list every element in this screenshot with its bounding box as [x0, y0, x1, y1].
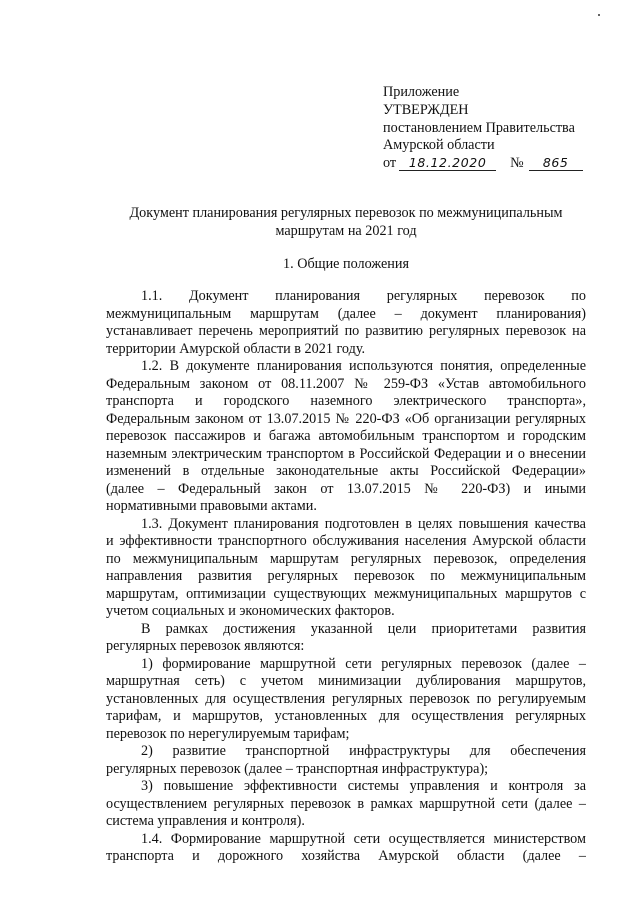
approval-line-approved: УТВЕРЖДЕН: [383, 101, 469, 118]
paragraph-line: и эффективности транспортного обслуживания населения Амурской области: [106, 533, 586, 549]
paragraph-line: нормативными правовыми актами.: [106, 498, 317, 514]
number-sign: №: [510, 155, 524, 172]
paragraph-line: Федеральным законом от 08.11.2007 № 259-ФЗ «Устав автомобильного: [106, 375, 586, 392]
paragraph-line: маршрутам, оптимизации существующих межмуниципальных маршрутов с: [106, 585, 586, 602]
paragraph-line: регулярных перевозок (далее – транспортная инфраструктура);: [106, 760, 489, 777]
paragraph-line: 1.1. Документ планирования регулярных перевозок по: [141, 288, 586, 304]
paragraph-line: В рамках достижения указанной цели приоритетами развития: [141, 620, 586, 637]
paragraph-line: перевозок по нерегулируемым тарифам;: [106, 725, 350, 742]
date-prefix: от: [383, 155, 397, 172]
approval-date-number-line: [383, 155, 623, 173]
approval-block: [383, 84, 623, 173]
paragraph-line: изменений в отдельные законодательные акты Российской Федерации»: [106, 463, 586, 479]
title-line: Документ планирования регулярных перевозок по межмуниципальным: [129, 205, 563, 221]
paragraph-line: тарифам, и маршрутов, установленных для осуществления регулярных: [106, 708, 586, 724]
document-body: [106, 288, 586, 866]
paragraph-line: транспорта и городского наземного электрического транспорта»,: [106, 393, 586, 409]
paragraph-line: 1.3. Документ планирования подготовлен в целях повышения качества: [141, 515, 586, 532]
handwritten-number: 865: [529, 155, 583, 171]
paragraph-1-1: [106, 288, 586, 358]
approval-line-resolution: постановлением Правительства: [383, 119, 575, 136]
paragraph-line: устанавливает перечень мероприятий по развитию регулярных перевозок на: [106, 323, 586, 339]
approval-line-attachment: Приложение: [383, 84, 460, 100]
paragraph-line: маршрутная сеть) с учетом минимизации дублирования маршрутов,: [106, 673, 586, 689]
paragraph-line: транспорта и дорожного хозяйства Амурской области (далее –: [106, 848, 586, 864]
paragraph-1-2: [106, 358, 586, 516]
paragraph-line: установленных для осуществления регулярных перевозок по регулируемым: [106, 690, 586, 707]
paragraph-line: 2) развитие транспортной инфраструктуры для обеспечения: [141, 743, 586, 759]
list-item-3: [106, 778, 586, 831]
section-heading: 1. Общие положения: [283, 256, 409, 272]
title-line: маршрутам на 2021 год: [275, 222, 417, 239]
paragraph-line: регулярных перевозок являются:: [106, 638, 305, 654]
handwritten-date: 18.12.2020: [399, 155, 496, 171]
document-title: [106, 205, 586, 240]
paragraph-line: Федеральным законом от 13.07.2015 № 220-ФЗ «Об организации регулярных: [106, 410, 586, 427]
paragraph-line: по межмуниципальным маршрутам регулярных перевозок, определения: [106, 550, 586, 567]
paragraph-line: 1.4. Формирование маршрутной сети осуществляется министерством: [141, 830, 586, 847]
paragraph-priorities-intro: [106, 621, 586, 656]
paragraph-line: (далее – Федеральный закон от 13.07.2015 № 220-ФЗ) и иными: [106, 480, 586, 497]
paragraph-line: 1) формирование маршрутной сети регулярных перевозок (далее –: [141, 655, 586, 672]
paragraph-line: система управления и контроля).: [106, 813, 305, 829]
paragraph-line: территории Амурской области в 2021 году.: [106, 340, 366, 357]
paragraph-line: 1.2. В документе планирования используются понятия, определенные: [141, 358, 586, 374]
paragraph-line: направления развития регулярных перевозок по межмуниципальным: [106, 568, 586, 584]
list-item-1: [106, 656, 586, 744]
paragraph-line: межмуниципальным маршрутам (далее – документ планирования): [106, 305, 586, 322]
scan-speck: [598, 14, 600, 16]
paragraph-line: наземным электрическим транспортом в Российской Федерации и о внесении: [106, 445, 586, 462]
paragraph-line: перевозок пассажиров и багажа автомобильным транспортом и городским: [106, 428, 586, 444]
paragraph-1-4: [106, 831, 586, 866]
paragraph-line: учетом социальных и экономических факторов.: [106, 603, 395, 619]
paragraph-line: 3) повышение эффективности системы управления и контроля за: [141, 778, 586, 794]
paragraph-1-3: [106, 516, 586, 621]
paragraph-line: осуществлением регулярных перевозок в рамках маршрутной сети (далее –: [106, 795, 586, 812]
approval-line-region: Амурской области: [383, 137, 495, 154]
list-item-2: [106, 743, 586, 778]
